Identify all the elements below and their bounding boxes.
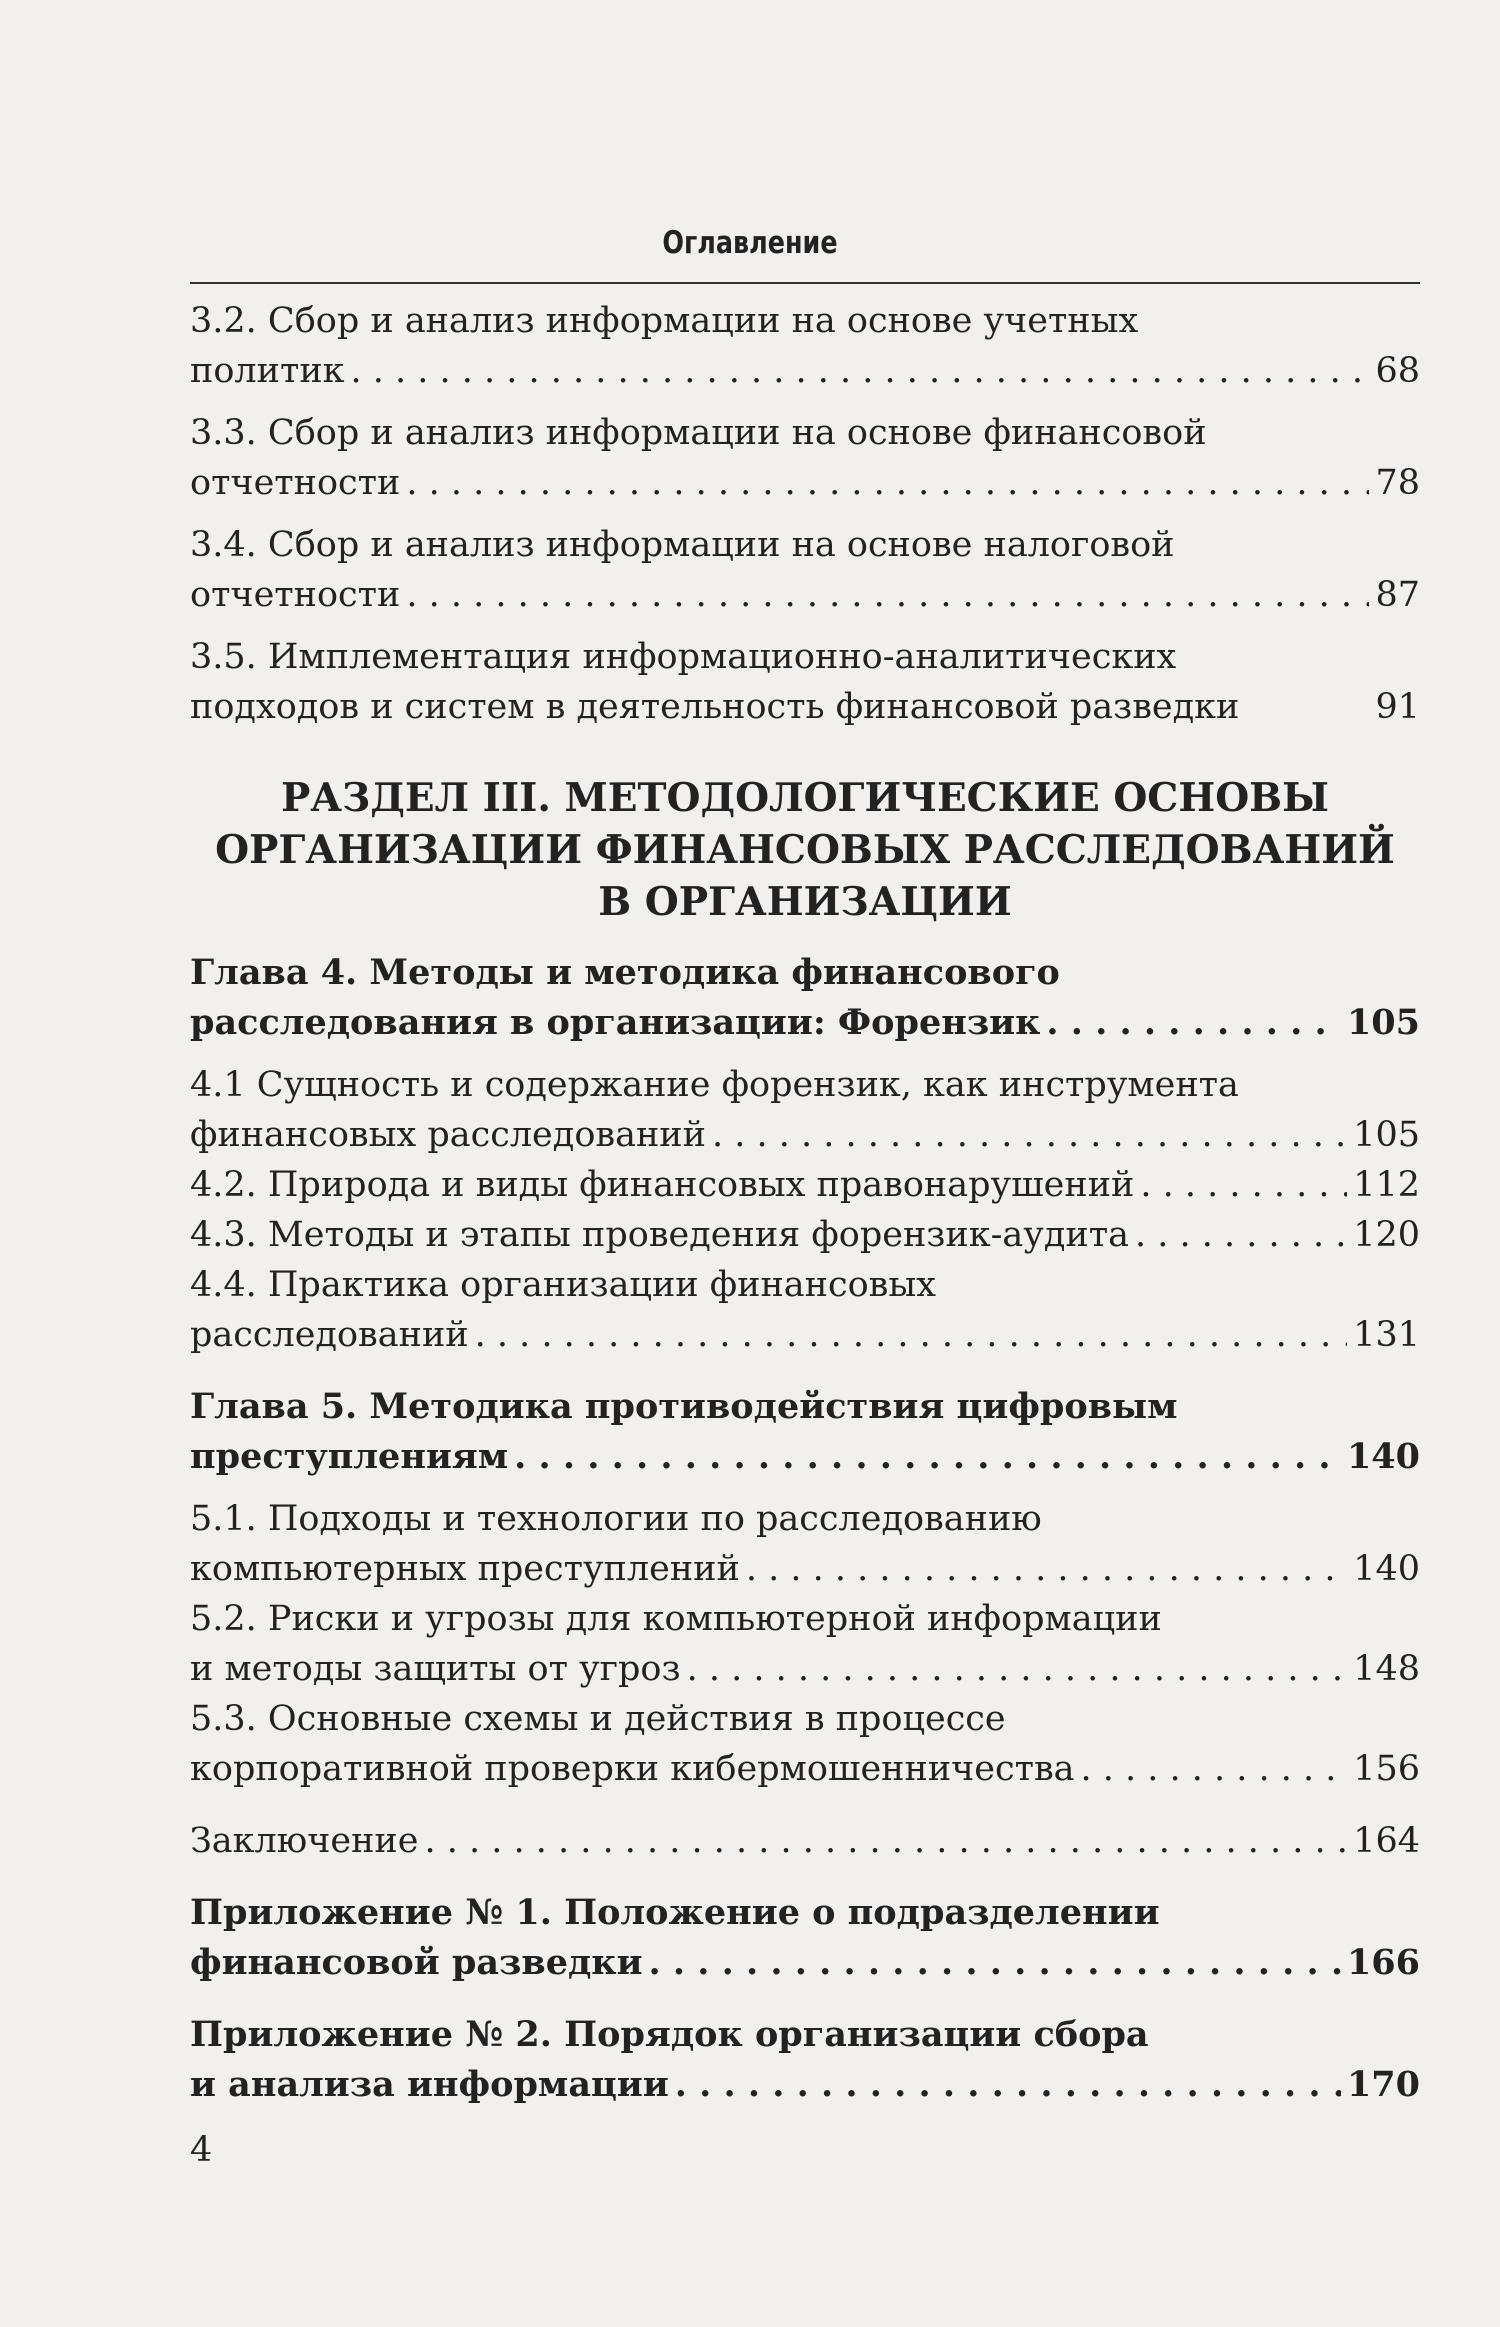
leader-dots [649, 1938, 1341, 1988]
toc-entry-text: компьютерных преступлений [190, 1549, 740, 1589]
section-heading-line: ОРГАНИЗАЦИИ ФИНАНСОВЫХ РАССЛЕДОВАНИЙ [215, 827, 1395, 873]
toc-entry-4-1[interactable] [190, 1060, 1420, 1160]
toc-entry-text: Приложение № 2. Порядок организации сбора [190, 2014, 1149, 2055]
toc-entry-text: 5.1. Подходы и технологии по расследованию [190, 1499, 1042, 1539]
toc-entry-text: 5.2. Риски и угрозы для компьютерной информации [190, 1599, 1162, 1639]
toc-entry-5-2[interactable] [190, 1594, 1420, 1694]
toc-appendix-2[interactable] [190, 2010, 1420, 2110]
toc-entry-4-3[interactable] [190, 1210, 1420, 1260]
leader-dots [406, 458, 1369, 508]
leader-dots [351, 346, 1370, 396]
toc-entry-text: отчетности [190, 463, 401, 503]
page-number: 140 [1346, 1436, 1420, 1477]
toc-entry-text: подходов и систем в деятельность финансовой разведки [190, 687, 1240, 727]
page-number: 105 [1353, 1115, 1420, 1155]
page-number: 166 [1346, 1942, 1420, 1983]
toc-entry-4-4[interactable] [190, 1260, 1420, 1360]
toc-entry-text: 3.4. Сбор и анализ информации на основе налоговой [190, 525, 1175, 565]
leader-dots [1081, 1744, 1348, 1794]
leader-dots [675, 2060, 1341, 2110]
toc-entry-text: Глава 5. Методика противодействия цифровым [190, 1386, 1178, 1427]
page-number: 170 [1346, 2064, 1420, 2105]
section-heading-line: В ОРГАНИЗАЦИИ [598, 879, 1012, 925]
toc-entry-text: преступлениям [190, 1436, 509, 1477]
toc-entry-text: 3.5. Имплементация информационно-аналитических [190, 637, 1177, 677]
toc-entry-text: финансовой разведки [190, 1942, 643, 1983]
toc-entry-text: 5.3. Основные схемы и действия в процессе [190, 1699, 1006, 1739]
table-of-contents [190, 296, 1420, 2110]
toc-entry-text: 4.2. Природа и виды финансовых правонарушений [190, 1165, 1135, 1205]
toc-entry-text: финансовых расследований [190, 1115, 706, 1155]
leader-dots [687, 1644, 1348, 1694]
toc-entry-3-3[interactable] [190, 408, 1420, 508]
leader-dots [424, 1816, 1347, 1866]
page-number: 140 [1353, 1549, 1420, 1589]
page-number: 120 [1353, 1215, 1420, 1255]
toc-chapter-5[interactable] [190, 1382, 1420, 1482]
leader-dots [712, 1110, 1347, 1160]
page-number: 78 [1375, 463, 1420, 503]
toc-entry-text: и анализа информации [190, 2064, 669, 2105]
section-heading [190, 772, 1420, 928]
toc-entry-4-2[interactable] [190, 1160, 1420, 1210]
toc-entry-text: расследований [190, 1315, 469, 1355]
page-number: 87 [1375, 575, 1420, 615]
toc-entry-text: 3.2. Сбор и анализ информации на основе учетных [190, 301, 1139, 341]
toc-entry-text: 4.4. Практика организации финансовых [190, 1265, 936, 1305]
page-number: 105 [1346, 1002, 1420, 1043]
page-number: 148 [1353, 1649, 1420, 1689]
leader-dots [514, 1432, 1341, 1482]
leader-dots [475, 1310, 1348, 1360]
toc-appendix-1[interactable] [190, 1888, 1420, 1988]
running-head: Оглавление [662, 225, 838, 261]
toc-entry-text: 4.3. Методы и этапы проведения форензик-аудита [190, 1215, 1129, 1255]
toc-conclusion[interactable] [190, 1816, 1420, 1866]
toc-entry-text: расследования в организации: Форензик [190, 1002, 1041, 1043]
toc-entry-text: политик [190, 351, 345, 391]
toc-entry-text: корпоративной проверки кибермошенничества [190, 1749, 1075, 1789]
page-number: 156 [1353, 1749, 1420, 1789]
leader-dots [1046, 998, 1341, 1048]
header-rule [190, 282, 1420, 284]
toc-entry-5-1[interactable] [190, 1494, 1420, 1594]
leader-dots [1135, 1210, 1347, 1260]
toc-entry-3-2[interactable] [190, 296, 1420, 396]
toc-entry-3-5[interactable] [190, 632, 1420, 732]
page-folio: 4 [190, 2130, 213, 2170]
toc-chapter-4[interactable] [190, 948, 1420, 1048]
toc-entry-text: и методы защиты от угроз [190, 1649, 681, 1689]
page-number: 68 [1375, 351, 1420, 391]
toc-entry-text: Глава 4. Методы и методика финансового [190, 952, 1060, 993]
toc-entry-text: Заключение [190, 1821, 419, 1861]
toc-entry-text: Приложение № 1. Положение о подразделении [190, 1892, 1160, 1933]
toc-entry-text: 3.3. Сбор и анализ информации на основе финансовой [190, 413, 1207, 453]
page-number: 91 [1375, 687, 1420, 727]
toc-entry-text: отчетности [190, 575, 401, 615]
leader-dots [1140, 1160, 1347, 1210]
leader-dots [406, 570, 1369, 620]
toc-entry-5-3[interactable] [190, 1694, 1420, 1794]
section-heading-line: РАЗДЕЛ III. МЕТОДОЛОГИЧЕСКИЕ ОСНОВЫ [280, 775, 1329, 821]
toc-entry-text: 4.1 Сущность и содержание форензик, как инструмента [190, 1065, 1239, 1105]
leader-dots [746, 1544, 1347, 1594]
toc-entry-3-4[interactable] [190, 520, 1420, 620]
page-number: 131 [1353, 1315, 1420, 1355]
page-number: 112 [1353, 1165, 1420, 1205]
page-number: 164 [1353, 1821, 1420, 1861]
